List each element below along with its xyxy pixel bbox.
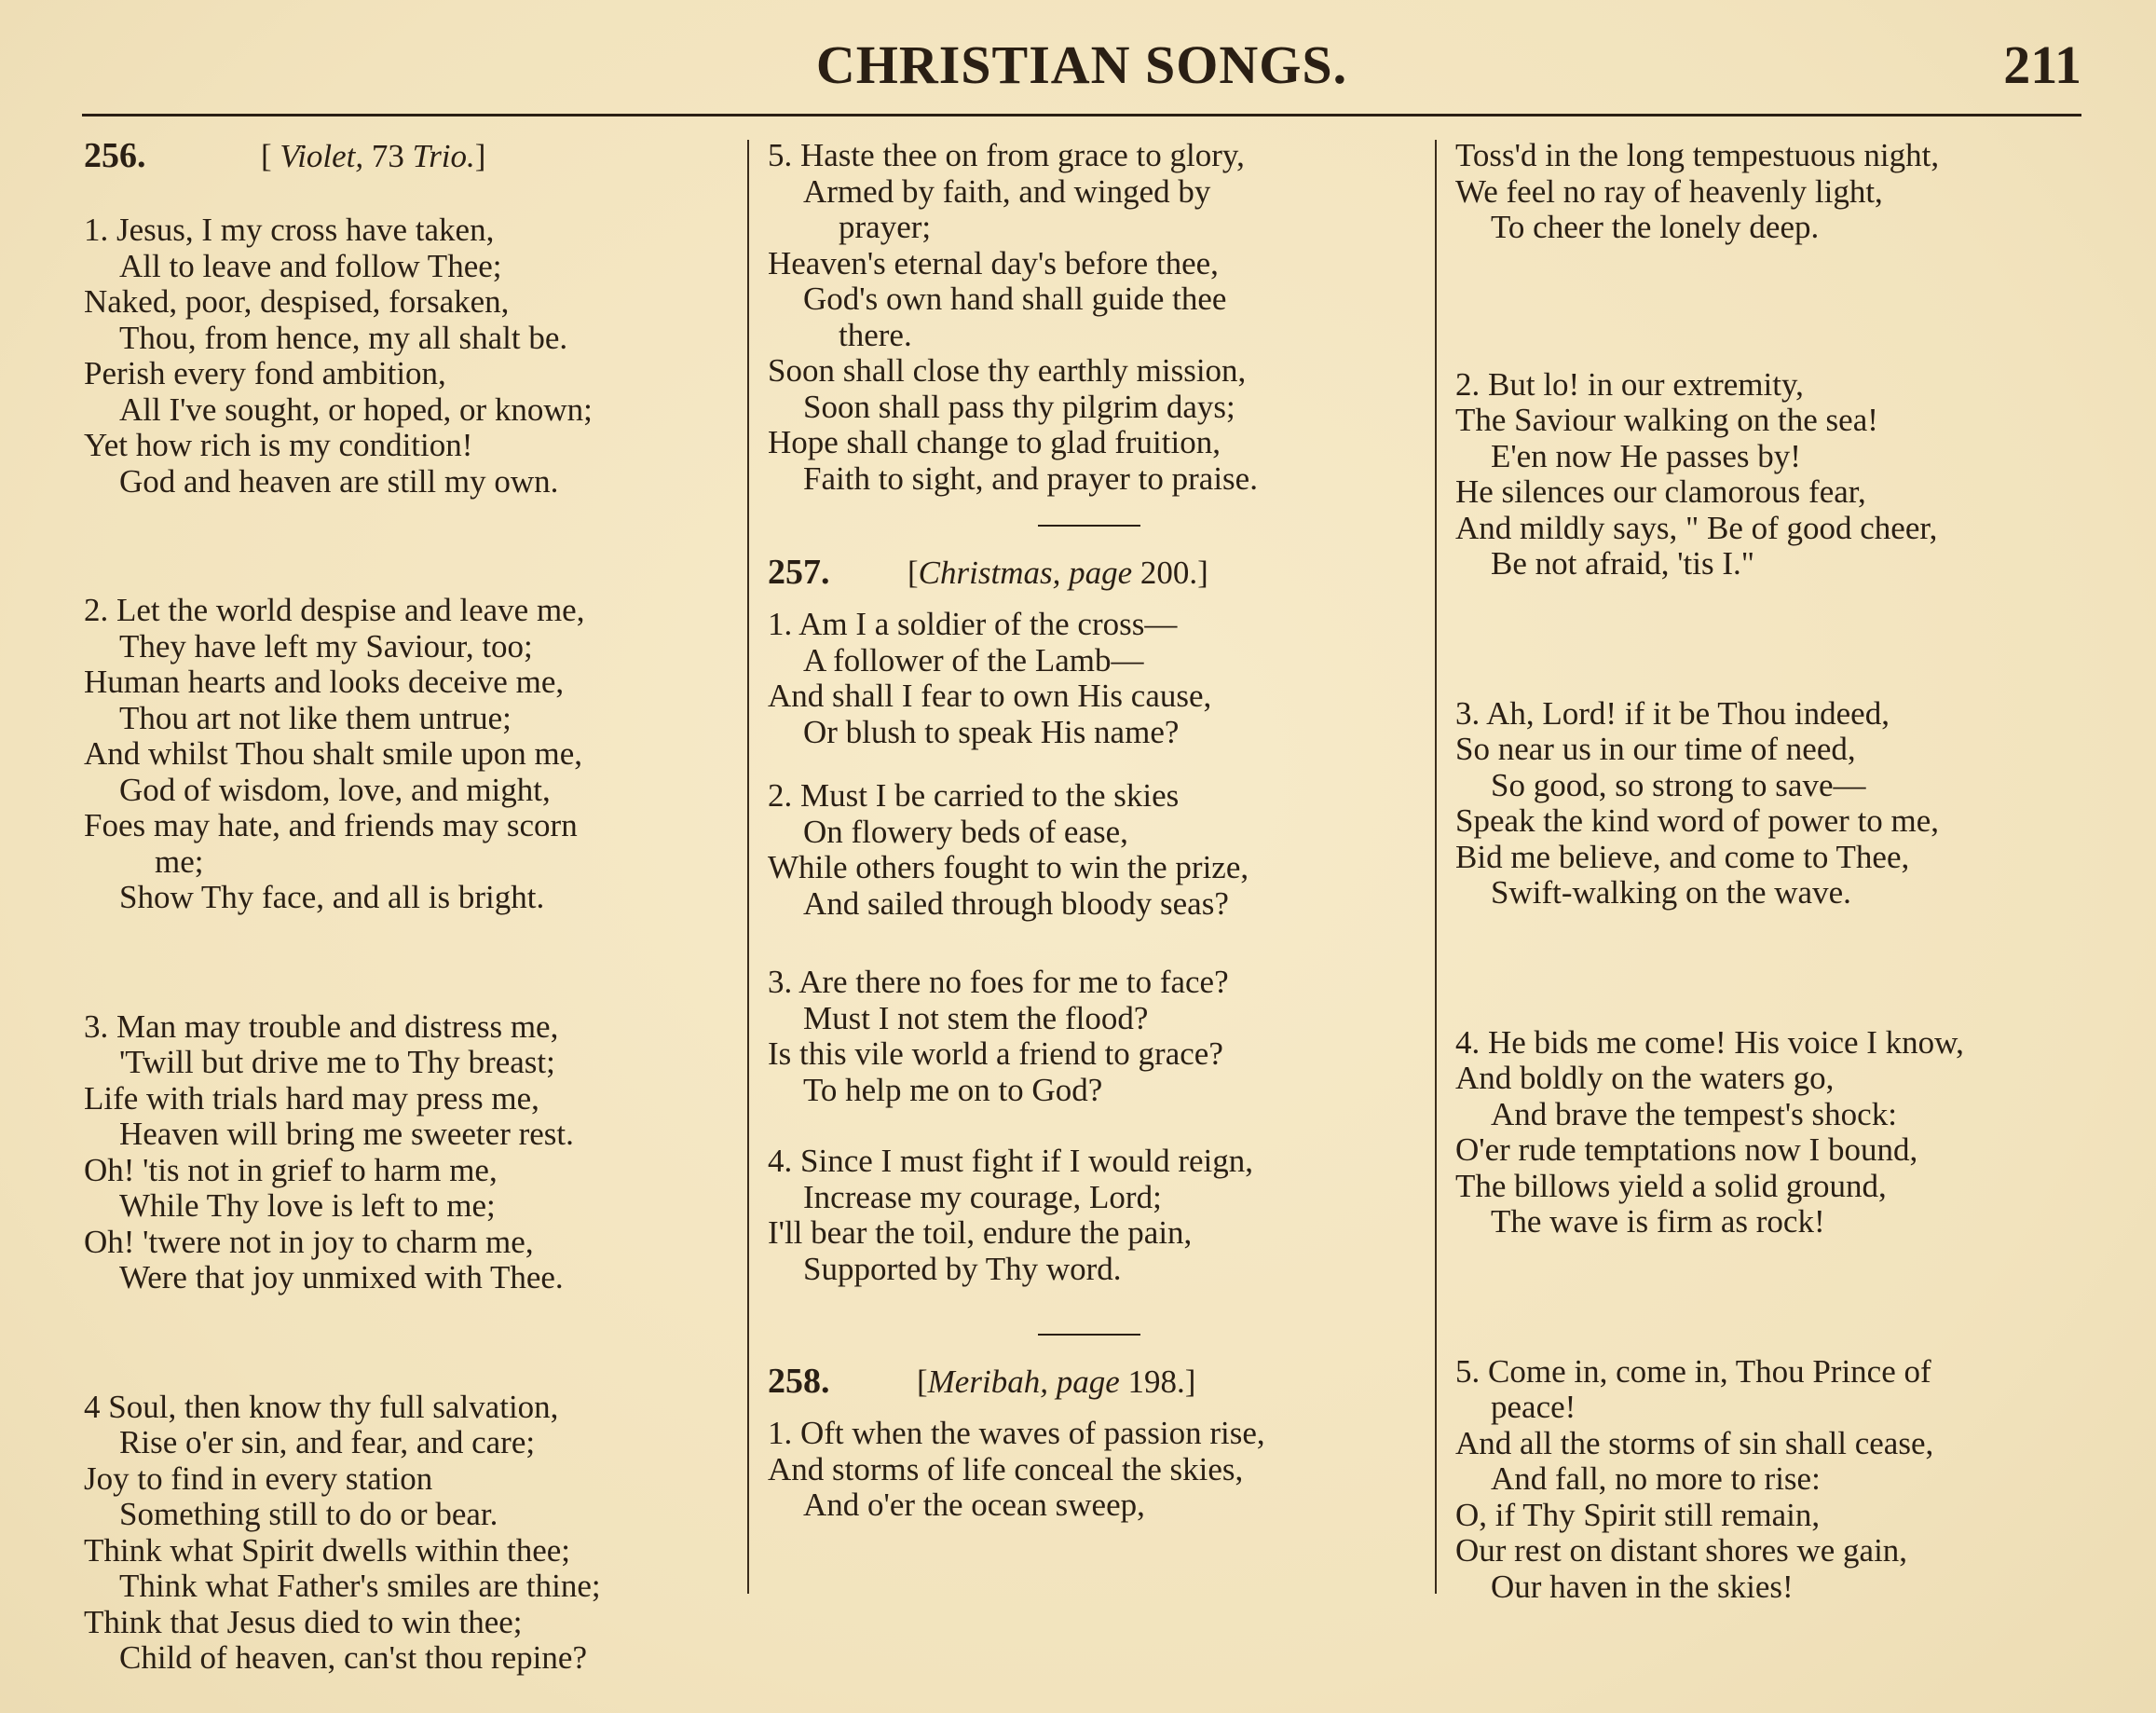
verse-line: E'en now He passes by! [1491,437,1801,474]
verse-line: Think that Jesus died to win thee; [84,1603,523,1640]
verse-line: Human hearts and looks deceive me, [84,664,565,700]
verse-line: Naked, poor, despised, forsaken, [84,283,510,320]
verse-line: 'Twill but drive me to Thy breast; [119,1044,555,1080]
verse-line: And whilst Thou shalt smile upon me, [84,735,583,772]
verse-line: Child of heaven, can'st thou repine? [119,1639,587,1676]
verse-line: O, if Thy Spirit still remain, [1455,1496,1821,1533]
verse-line: 2. But lo! in our extremity, [1455,365,1804,403]
verse-line: Oh! 'twere not in joy to charm me, [84,1223,534,1260]
verse-line: And fall, no more to rise: [1491,1460,1821,1497]
tune-reference: [Christmas, page 200.] [907,555,1208,591]
column-2 [768,138,1420,1524]
verse-line: The billows yield a solid ground, [1455,1167,1887,1204]
verse-line: Must I not stem the flood? [803,999,1149,1036]
verse-line: Think what Spirit dwells within thee; [84,1531,571,1569]
verse-line: 1. Oft when the waves of passion rise, [768,1415,1265,1451]
stanza [1455,696,2089,911]
verse-line: God's own hand shall guide thee [803,281,1227,317]
verse-line: 4 Soul, then know thy full salvation, [84,1388,559,1425]
verse-line: Thou, from hence, my all shalt be. [119,319,568,356]
hymn-number: 256. [84,136,146,175]
verse-line: Something still to do or bear. [119,1496,498,1532]
verse-line: me; [155,843,204,880]
verse-line: We feel no ray of heavenly light, [1455,172,1883,210]
verse-line: All to leave and follow Thee; [119,247,502,284]
tune-reference: [ Violet, 73 Trio.] [261,138,486,174]
column-divider [747,140,749,1594]
verse-line: While Thy love is left to me; [119,1187,496,1224]
verse-line: God of wisdom, love, and might, [119,771,551,808]
verse-line: Our haven in the skies! [1491,1568,1794,1605]
stanza [1455,1354,2089,1606]
header-rule [82,114,2081,116]
stanza [84,212,736,500]
verse-line: 4. He bids me come! His voice I know, [1455,1023,1964,1061]
verse-line: Soon shall pass thy pilgrim days; [803,388,1235,425]
verse-line: He silences our clamorous fear, [1455,473,1866,510]
verse-line: 2. Must I be carried to the skies [768,777,1180,814]
verse-line: The Saviour walking on the sea! [1455,402,1878,438]
hymn-heading [768,1364,1420,1416]
verse-line: Or blush to speak His name? [803,713,1180,750]
column-1 [84,138,736,1677]
stanza [84,1390,736,1677]
hymn-separator [1038,525,1140,527]
verse-line: And brave the tempest's shock: [1491,1095,1897,1132]
stanza [768,1416,1420,1524]
hymn-number: 258. [768,1362,830,1401]
stanza [768,1144,1420,1287]
verse-line: So good, so strong to save— [1491,766,1866,803]
page-title: CHRISTIAN SONGS. [815,34,1348,95]
verse-line: Yet how rich is my condition! [84,427,473,463]
verse-line: Perish every fond ambition, [84,355,446,391]
hymn-heading [768,555,1420,607]
stanza [768,607,1420,750]
verse-line: Show Thy face, and all is bright. [119,879,545,915]
verse-line: Increase my courage, Lord; [803,1178,1162,1215]
verse-line: The wave is firm as rock! [1491,1203,1825,1240]
verse-line: And mildly says, " Be of good cheer, [1455,509,1938,546]
verse-line: Bid me believe, and come to Thee, [1455,838,1910,875]
verse-line: O'er rude temptations now I bound, [1455,1131,1918,1168]
verse-line: 4. Since I must fight if I would reign, [768,1143,1254,1179]
verse-line: All I've sought, or hoped, or known; [119,391,593,428]
tune-reference: [Meribah, page 198.] [917,1364,1196,1400]
hymn-heading [84,138,736,190]
verse-line: 1. Am I a soldier of the cross— [768,606,1178,642]
verse-line: 5. Come in, come in, Thou Prince of [1455,1352,1931,1390]
hymn-number: 257. [768,553,830,592]
verse-line: Rise o'er sin, and fear, and care; [119,1424,536,1460]
hymn-separator [1038,1334,1140,1336]
verse-line: 3. Ah, Lord! if it be Thou indeed, [1455,694,1890,732]
verse-line: Life with trials hard may press me, [84,1079,539,1117]
verse-line: 3. Man may trouble and distress me, [84,1007,559,1045]
verse-line: And boldly on the waters go, [1455,1060,1835,1096]
verse-line: To cheer the lonely deep. [1491,209,1820,245]
verse-line: Hope shall change to glad fruition, [768,424,1221,460]
running-head [82,21,2081,95]
verse-line: there. [839,316,912,353]
verse-line: And sailed through bloody seas? [803,884,1229,922]
verse-line: Toss'd in the long tempestuous night, [1455,137,1940,173]
verse-line: God and heaven are still my own. [119,462,559,500]
verse-line: peace! [1491,1389,1576,1425]
verse-line: Speak the kind word of power to me, [1455,802,1940,839]
verse-line: 2. Let the world despise and leave me, [84,592,585,628]
verse-line: To help me on to God? [803,1071,1103,1108]
verse-line: I'll bear the toil, endure the pain, [768,1214,1193,1251]
verse-line: Our rest on distant shores we gain, [1455,1532,1908,1569]
stanza [1455,367,2089,582]
verse-line: Soon shall close thy earthly mission, [768,352,1247,389]
verse-line: While others fought to win the prize, [768,849,1249,885]
verse-line: Were that joy unmixed with Thee. [119,1259,564,1295]
verse-line: A follower of the Lamb— [803,641,1144,678]
verse-line: Swift-walking on the wave. [1491,874,1851,911]
verse-line: And shall I fear to own His cause, [768,678,1212,714]
verse-line: They have left my Saviour, too; [119,627,533,665]
stanza [84,1009,736,1296]
column-divider [1435,140,1437,1594]
verse-line: Oh! 'tis not in grief to harm me, [84,1151,498,1188]
verse-line: Armed by faith, and winged by [803,172,1211,210]
verse-line: And o'er the ocean sweep, [803,1487,1145,1523]
stanza [1455,1025,2089,1240]
verse-line: Foes may hate, and friends may scorn [84,807,578,843]
stanza [768,778,1420,922]
verse-line: 3. Are there no foes for me to face? [768,964,1229,1000]
verse-line: 1. Jesus, I my cross have taken, [84,212,495,248]
stanza [768,138,1420,497]
verse-line: And all the storms of sin shall cease, [1455,1424,1934,1461]
stanza [84,593,736,916]
verse-line: 5. Haste thee on from grace to glory, [768,137,1245,173]
verse-line: Joy to find in every station [84,1459,433,1497]
verse-line: Heaven will bring me sweeter rest. [119,1116,574,1152]
verse-line: Is this vile world a friend to grace? [768,1035,1223,1072]
verse-line: Heaven's eternal day's before thee, [768,244,1219,281]
column-3 [1455,138,2089,1605]
verse-line: Faith to sight, and prayer to praise. [803,459,1258,497]
page-number: 211 [2003,34,2081,95]
stanza [768,965,1420,1108]
verse-line: On flowery beds of ease, [803,813,1128,850]
verse-line: prayer; [839,209,932,245]
verse-line: Be not afraid, 'tis I." [1491,545,1755,582]
stanza [1455,138,2089,246]
verse-line: And storms of life conceal the skies, [768,1450,1244,1487]
verse-line: Think what Father's smiles are thine; [119,1568,601,1604]
verse-line: Thou art not like them untrue; [119,699,512,736]
verse-line: So near us in our time of need, [1455,731,1856,767]
verse-line: Supported by Thy word. [803,1250,1122,1287]
